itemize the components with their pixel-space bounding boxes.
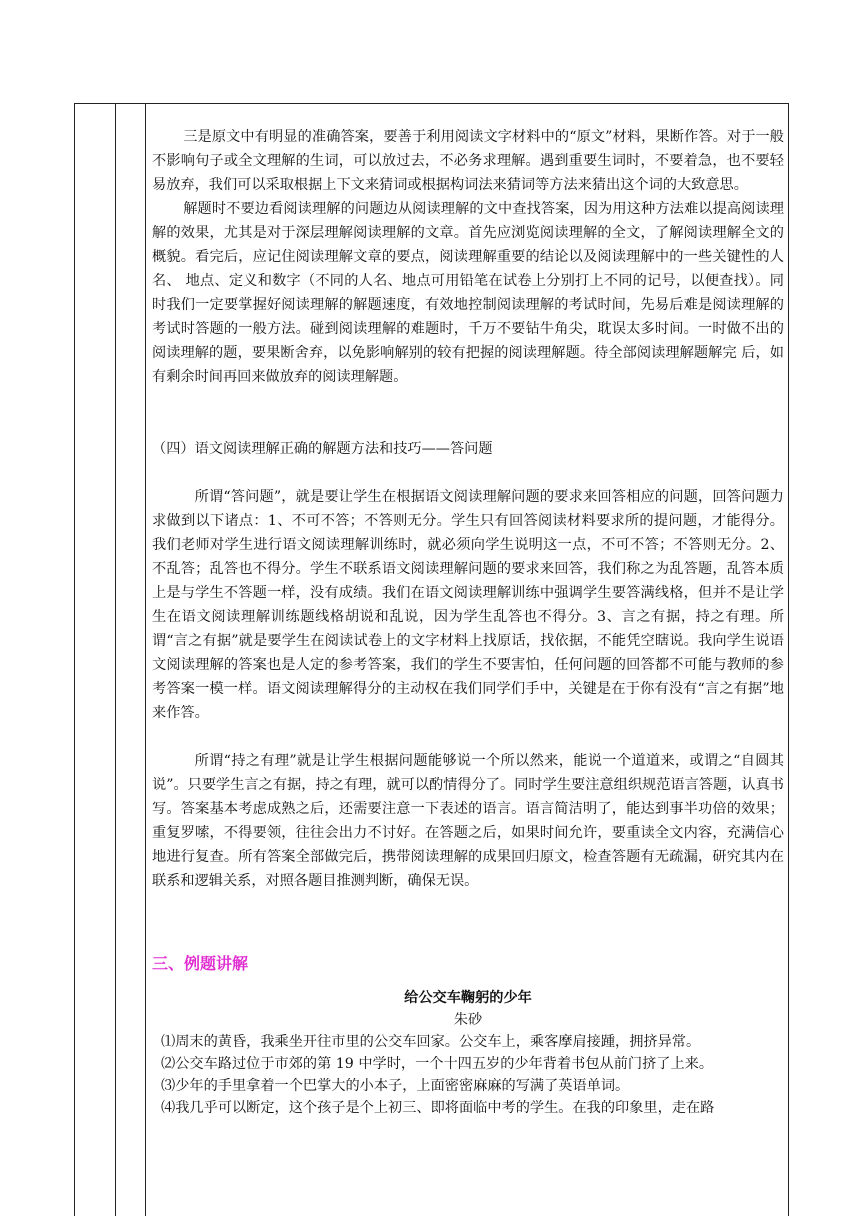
story-title: 给公交车鞠躬的少年 — [404, 990, 532, 1006]
section-heading-examples: 三、例题讲解 — [152, 954, 249, 973]
paragraph-reasoned-answers: 所谓“持之有理”就是让学生根据问题能够说一个所以然来，能说一个道道来，或谓之“自圆其说”。只要学生言之有据，持之有理，就可以酌情得分了。同时学生要注意组织规范语言答题，认真书写。答案基本考虑成熟之后，还需要注意一下表述的语言。语言简洁明了，能达到事半功倍的效果；重复罗嗦，不得要领，往往会出力不讨好。在答题之后，如果时间允许，要重读全文内容，充满信心地进行复查。所有答案全部做完后，携带阅读理解的成果回归原文，检查答题有无疏漏，研究其内在联系和逻辑关系，对照各题目推测判断，确保无误。 — [152, 753, 784, 889]
story-paragraph: ⑷我几乎可以断定，这个孩子是个上初三、即将面临中考的学生。在我的印象里，走在路 — [161, 1100, 715, 1116]
story-paragraph: ⑵公交车路过位于市郊的第 19 中学时，一个十四五岁的少年背着书包从前门挤了上来。 — [161, 1056, 714, 1072]
content-cell — [152, 125, 784, 1119]
paragraph-solving-strategy: 解题时不要边看阅读理解的问题边从阅读理解的文中查找答案，因为用这种方法难以提高阅读理解的效果，尤其是对于深层理解阅读理解的文章。首先应浏览阅读理解的全文，了解阅读理解全文的概貌。看完后，应记住阅读理解文章的要点，阅读理解重要的结论以及阅读理解中的一些关键性的人名、 地点、定义和数字（不同的人名、地点可用铅笔在试卷上分别打上不同的记号，以便查找）。同时我们一定要掌握好阅读理解的解题速度，有效地控制阅读理解的考试时间，先易后难是阅读理解的考试时答题的一般方法。碰到阅读理解的难题时，千万不要钻牛角尖，耽误太多时间。一时做不出的阅读理解的题，要果断舍弃，以免影响解别的较有把握的阅读理解题。待全部阅读理解题解完 后，如有剩余时间再回来做放弃的阅读理解题。 — [152, 201, 784, 385]
paragraph-original-text-answers: 三是原文中有明显的准确答案，要善于利用阅读文字材料中的“原文”材料，果断作答。对于一般不影响句子或全文理解的生词，可以放过去，不必务求理解。遇到重要生词时，不要着急，也不要轻易放弃，我们可以采取根据上下文来猜词或根据构词法来猜词等方法来猜出这个词的大致意思。 — [152, 129, 784, 193]
story-paragraph: ⑶少年的手里拿着一个巴掌大的小本子，上面密密麻麻的写满了英语单词。 — [161, 1078, 630, 1094]
paragraph-answering-questions: 所谓“答问题”，就是要让学生在根据语文阅读理解问题的要求来回答相应的问题，回答问题力求做到以下诸点：1、不可不答；不答则无分。学生只有回答阅读材料要求所的提问题，才能得分。我们老师对学生进行语文阅读理解训练时，就必须向学生说明这一点，不可不答；不答则无分。2、不乱答；乱答也不得分。学生不联系语文阅读理解问题的要求来回答，我们称之为乱答题，乱答本质上是与学生不答题一样，没有成绩。我们在语文阅读理解训练中强调学生要答满线格，但并不是让学生在语文阅读理解训练题线格胡说和乱说，因为学生乱答也不得分。3、言之有据，持之有理。所谓“言之有据”就是要学生在阅读试卷上的文字材料上找原话，找依据，不能凭空瞎说。我向学生说语文阅读理解的答案也是人定的参考答案，我们的学生不要害怕，任何问题的回答都不可能与教师的参考答案一模一样。语文阅读理解得分的主动权在我们同学们手中，关键是在于你有没有“言之有据”地来作答。 — [152, 489, 784, 721]
table-column-divider-2 — [145, 103, 146, 1216]
subsection-heading-four: （四）语文阅读理解正确的解题方法和技巧——答问题 — [152, 441, 493, 457]
story-paragraph: ⑴周末的黄昏，我乘坐开往市里的公交车回家。公交车上，乘客摩肩接踵，拥挤异常。 — [161, 1034, 701, 1050]
table-column-divider-1 — [115, 103, 116, 1216]
story-author: 朱砂 — [453, 1012, 483, 1028]
